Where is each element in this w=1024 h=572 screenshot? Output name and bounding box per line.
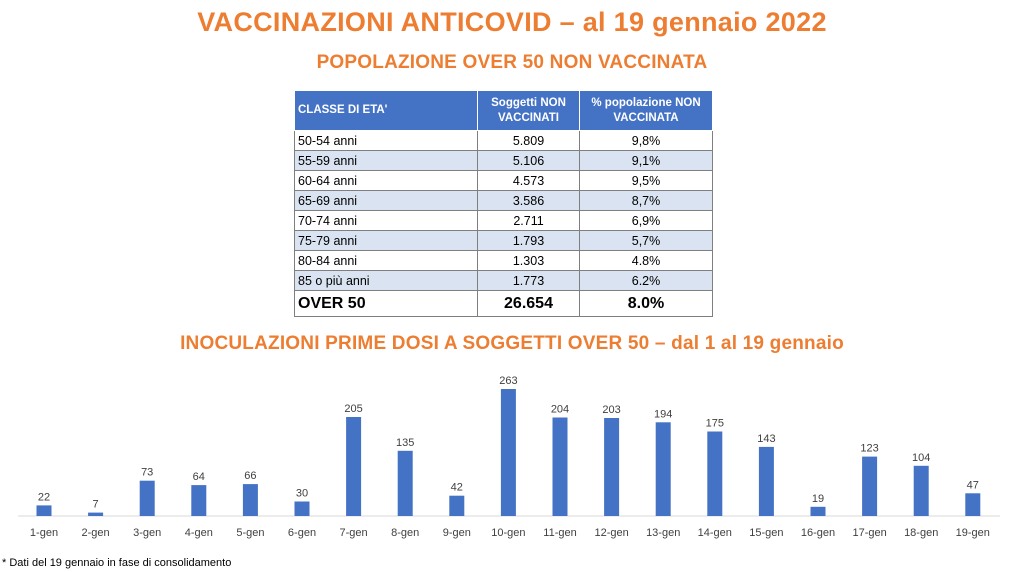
- value-label-6-gen: 30: [295, 487, 309, 500]
- value-label-11-gen: 204: [550, 403, 570, 416]
- x-tick-label-12-gen: 12-gen: [594, 527, 629, 539]
- x-tick-label-17-gen: 17-gen: [852, 527, 887, 539]
- header-age-class: CLASSE DI ETA': [295, 91, 478, 131]
- table-row: [295, 151, 713, 171]
- x-tick-label-8-gen: 8-gen: [391, 527, 420, 539]
- bar-10-gen: [501, 389, 516, 516]
- count-cell: 1.303: [478, 251, 580, 271]
- x-tick-label-11-gen: 11-gen: [543, 527, 577, 539]
- count-cell: 5.809: [478, 131, 580, 151]
- x-tick-label-6-gen: 6-gen: [287, 527, 317, 539]
- x-labels-group: [30, 527, 990, 539]
- value-label-7-gen: 205: [344, 403, 363, 415]
- bar-4-gen: [191, 485, 206, 516]
- value-label-8-gen: 135: [396, 436, 415, 449]
- value-label-3-gen: 73: [141, 466, 154, 479]
- bar-14-gen: [707, 432, 722, 517]
- x-tick-label-18-gen: 18-gen: [904, 527, 939, 539]
- x-tick-label-7-gen: 7-gen: [339, 527, 368, 539]
- table-header-row: [295, 91, 713, 131]
- total-count-cell: 26.654: [478, 291, 580, 317]
- count-cell: 4.573: [478, 171, 580, 191]
- age-cell: 85 o più anni: [295, 271, 478, 291]
- x-tick-label-14-gen: 14-gen: [697, 527, 732, 539]
- percent-cell: 9,5%: [580, 171, 713, 191]
- percent-cell: 6,9%: [580, 211, 713, 231]
- bar-13-gen: [656, 422, 671, 516]
- bar-1-gen: [37, 505, 52, 516]
- table-row: [295, 191, 713, 211]
- percent-cell: 4.8%: [580, 251, 713, 271]
- value-label-1-gen: 22: [37, 491, 51, 504]
- x-tick-label-2-gen: 2-gen: [81, 527, 110, 539]
- value-label-18-gen: 104: [912, 451, 931, 464]
- value-label-5-gen: 66: [244, 470, 257, 483]
- count-cell: 2.711: [478, 211, 580, 231]
- bar-12-gen: [604, 418, 619, 516]
- bar-9-gen: [449, 496, 464, 516]
- x-tick-label-3-gen: 3-gen: [133, 527, 162, 539]
- count-cell: 1.773: [478, 271, 580, 291]
- bar-15-gen: [759, 447, 774, 516]
- bar-6-gen: [295, 502, 310, 517]
- value-label-17-gen: 123: [860, 442, 879, 455]
- bar-8-gen: [398, 451, 413, 516]
- age-cell: 80-84 anni: [295, 251, 478, 271]
- age-cell: 65-69 anni: [295, 191, 478, 211]
- table-row: [295, 251, 713, 271]
- age-cell: 75-79 anni: [295, 231, 478, 251]
- value-label-16-gen: 19: [811, 492, 825, 505]
- bar-16-gen: [811, 507, 826, 516]
- bar-19-gen: [965, 493, 980, 516]
- bar-18-gen: [914, 466, 929, 516]
- total-percent-cell: 8.0%: [580, 291, 713, 317]
- x-tick-label-15-gen: 15-gen: [749, 527, 784, 539]
- age-cell: 60-64 anni: [295, 171, 478, 191]
- value-label-12-gen: 203: [602, 404, 621, 416]
- main-title: VACCINAZIONI ANTICOVID – al 19 gennaio 2022: [197, 7, 827, 37]
- value-label-13-gen: 194: [654, 408, 673, 421]
- footnote: * Dati del 19 gennaio in fase di consolidamento: [2, 557, 232, 569]
- bar-7-gen: [346, 417, 361, 516]
- value-label-10-gen: 263: [499, 375, 518, 387]
- age-cell: 55-59 anni: [295, 151, 478, 171]
- value-label-14-gen: 175: [705, 417, 724, 430]
- value-label-2-gen: 7: [92, 498, 99, 511]
- bar-2-gen: [88, 513, 103, 516]
- x-tick-label-1-gen: 1-gen: [29, 527, 59, 539]
- value-label-19-gen: 47: [966, 479, 979, 492]
- percent-cell: 9,8%: [580, 131, 713, 151]
- total-label-cell: OVER 50: [295, 291, 478, 317]
- x-tick-label-10-gen: 10-gen: [491, 527, 526, 539]
- table-row: [295, 171, 713, 191]
- table-row: [295, 271, 713, 291]
- percent-cell: 6.2%: [580, 271, 713, 291]
- table-row: [295, 211, 713, 231]
- value-label-15-gen: 143: [757, 432, 776, 445]
- count-cell: 1.793: [478, 231, 580, 251]
- population-table: [294, 90, 713, 317]
- percent-cell: 5,7%: [580, 231, 713, 251]
- count-cell: 3.586: [478, 191, 580, 211]
- table-title: POPOLAZIONE OVER 50 NON VACCINATA: [316, 52, 708, 73]
- x-tick-label-5-gen: 5-gen: [236, 527, 265, 539]
- x-tick-label-9-gen: 9-gen: [442, 527, 471, 539]
- bar-chart: [0, 362, 1024, 544]
- bars-group: [37, 389, 981, 516]
- percent-cell: 8,7%: [580, 191, 713, 211]
- x-tick-label-13-gen: 13-gen: [646, 527, 681, 539]
- value-label-4-gen: 64: [192, 471, 205, 484]
- age-cell: 70-74 anni: [295, 211, 478, 231]
- bar-3-gen: [140, 481, 155, 516]
- bar-17-gen: [862, 457, 877, 516]
- x-tick-label-4-gen: 4-gen: [184, 527, 213, 539]
- table-total-row: [295, 291, 713, 317]
- x-tick-label-19-gen: 19-gen: [955, 527, 990, 539]
- value-label-9-gen: 42: [450, 481, 463, 494]
- age-cell: 50-54 anni: [295, 131, 478, 151]
- bar-5-gen: [243, 484, 258, 516]
- percent-cell: 9,1%: [580, 151, 713, 171]
- header-percent: % popolazione NON VACCINATA: [580, 91, 713, 131]
- table-row: [295, 231, 713, 251]
- x-tick-label-16-gen: 16-gen: [800, 527, 836, 539]
- count-cell: 5.106: [478, 151, 580, 171]
- table-row: [295, 131, 713, 151]
- chart-title: INOCULAZIONI PRIME DOSI A SOGGETTI OVER 50 – dal 1 al 19 gennaio: [180, 333, 844, 354]
- header-unvaccinated: Soggetti NON VACCINATI: [478, 91, 580, 131]
- bar-11-gen: [553, 418, 568, 517]
